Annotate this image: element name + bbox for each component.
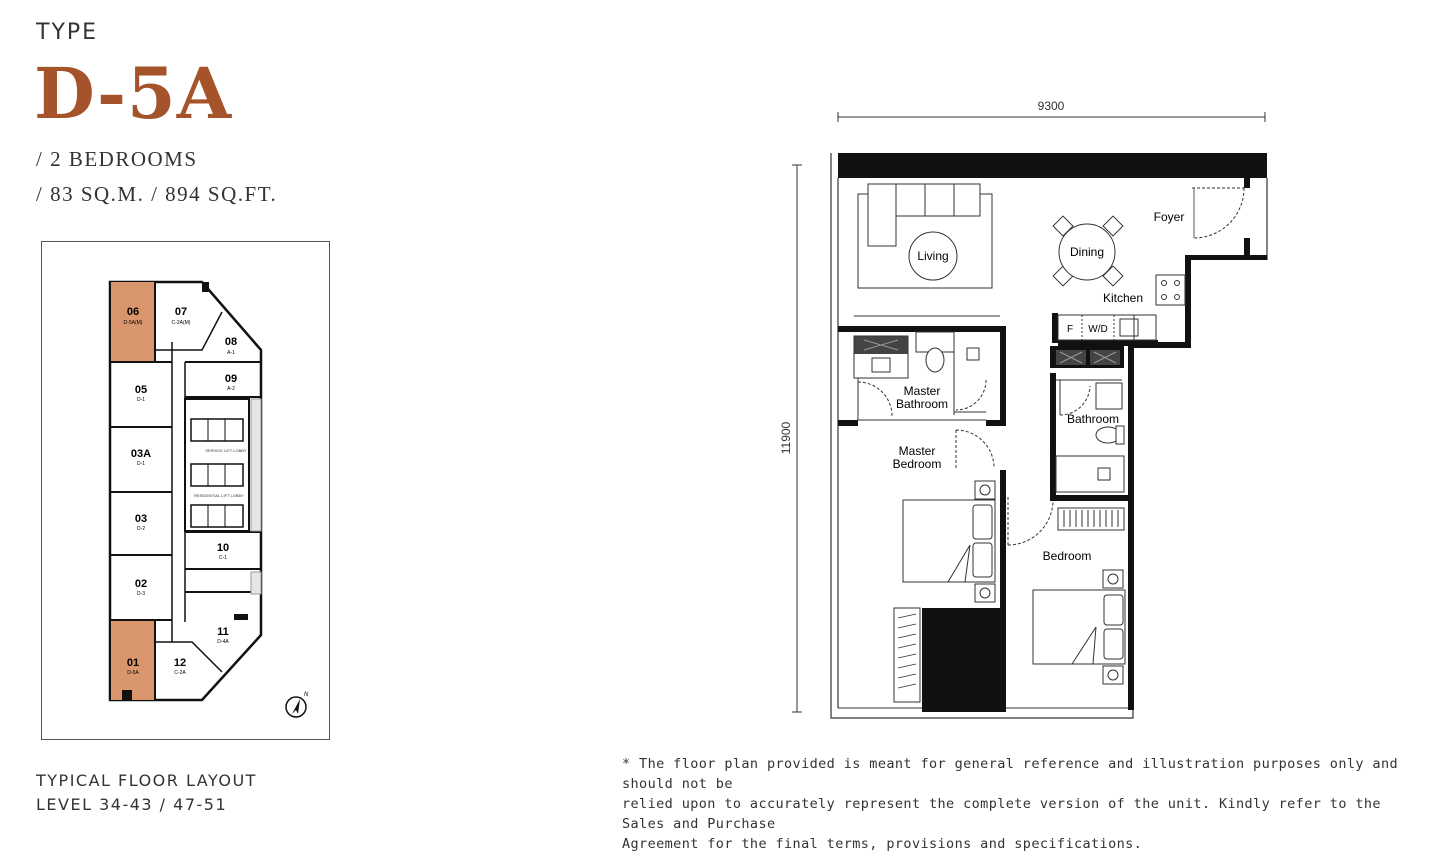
unit-09-number: 09: [224, 373, 238, 385]
unit-09-type: A-2: [227, 386, 235, 392]
disclaimer-line-2: relied upon to accurately represent the complete version of the unit. Kindly refer to the Sales and Purchase: [622, 796, 1381, 832]
unit-08-type: A-1: [227, 350, 235, 356]
unit-07-number: 07: [174, 306, 188, 318]
unit-12-number: 12: [173, 657, 187, 669]
room-master-bathroom-line2: Bathroom: [895, 397, 949, 411]
unit-03a-number: 03A: [130, 448, 152, 460]
disclaimer-line-3: Agreement for the final terms, provisions and specifications.: [622, 836, 1143, 852]
unit-06-number: 06: [126, 306, 140, 318]
room-master-bedroom-line2: Bedroom: [892, 457, 942, 471]
width-dimension-label: 9300: [1037, 99, 1065, 113]
room-kitchen: Kitchen: [1102, 291, 1144, 305]
unit-02-number: 02: [134, 578, 148, 590]
unit-11-number: 11: [217, 626, 229, 638]
unit-02-type: D-3: [136, 591, 146, 597]
width-dimension: [838, 99, 1265, 122]
key-plan: [41, 241, 330, 740]
unit-type-code: D-5A: [34, 52, 233, 135]
key-plan-drawing: [42, 242, 329, 739]
unit-03-type: D-2: [136, 526, 146, 532]
appliance-washer-dryer: W/D: [1088, 324, 1108, 335]
room-living: Living: [917, 249, 949, 263]
room-master-bathroom-line1: Master: [903, 384, 941, 398]
height-dimension: [779, 165, 802, 712]
north-label: N: [304, 692, 309, 698]
unit-01-number: 01: [126, 657, 140, 669]
room-foyer: Foyer: [1153, 210, 1185, 224]
unit-05-number: 05: [134, 384, 148, 396]
unit-10-number: 10: [216, 542, 230, 554]
unit-03-number: 03: [134, 513, 148, 525]
appliance-fridge: F: [1066, 324, 1074, 335]
unit-07-type: C-2A(M): [171, 320, 191, 326]
unit-10-type: C-1: [218, 555, 228, 561]
room-bedroom: Bedroom: [1042, 549, 1092, 563]
type-label: TYPE: [36, 20, 99, 45]
residential-lift-lobby-label: RESIDENTIAL LIFT LOBBY: [194, 493, 244, 498]
service-lift-lobby-label: SERVICE LIFT LOBBY: [205, 448, 247, 453]
room-master-bedroom-line1: Master: [898, 444, 936, 458]
layout-levels: LEVEL 34-43 / 47-51: [36, 795, 228, 814]
height-dimension-label: 11900: [779, 421, 793, 455]
unit-floor-plan: [760, 90, 1300, 730]
unit-01-type: D-5A: [127, 670, 139, 676]
unit-11-type: D-4A: [217, 639, 229, 645]
unit-12-type: C-2A: [174, 670, 186, 676]
layout-title: TYPICAL FLOOR LAYOUT: [36, 771, 257, 790]
unit-05-type: D-1: [136, 397, 146, 403]
room-bathroom: Bathroom: [1066, 412, 1120, 426]
unit-area: / 83 SQ.M. / 894 SQ.FT.: [36, 182, 278, 206]
unit-06-type: D-5A(M): [123, 320, 143, 326]
room-dining: Dining: [1069, 245, 1105, 259]
unit-08-number: 08: [224, 336, 238, 348]
bedroom-count: / 2 BEDROOMS: [36, 147, 198, 171]
unit-03a-type: D-1: [136, 461, 146, 467]
disclaimer: [622, 754, 1422, 854]
north-arrow-icon: [286, 692, 309, 717]
disclaimer-line-1: * The floor plan provided is meant for general reference and illustration purposes only and should not be: [622, 756, 1399, 792]
